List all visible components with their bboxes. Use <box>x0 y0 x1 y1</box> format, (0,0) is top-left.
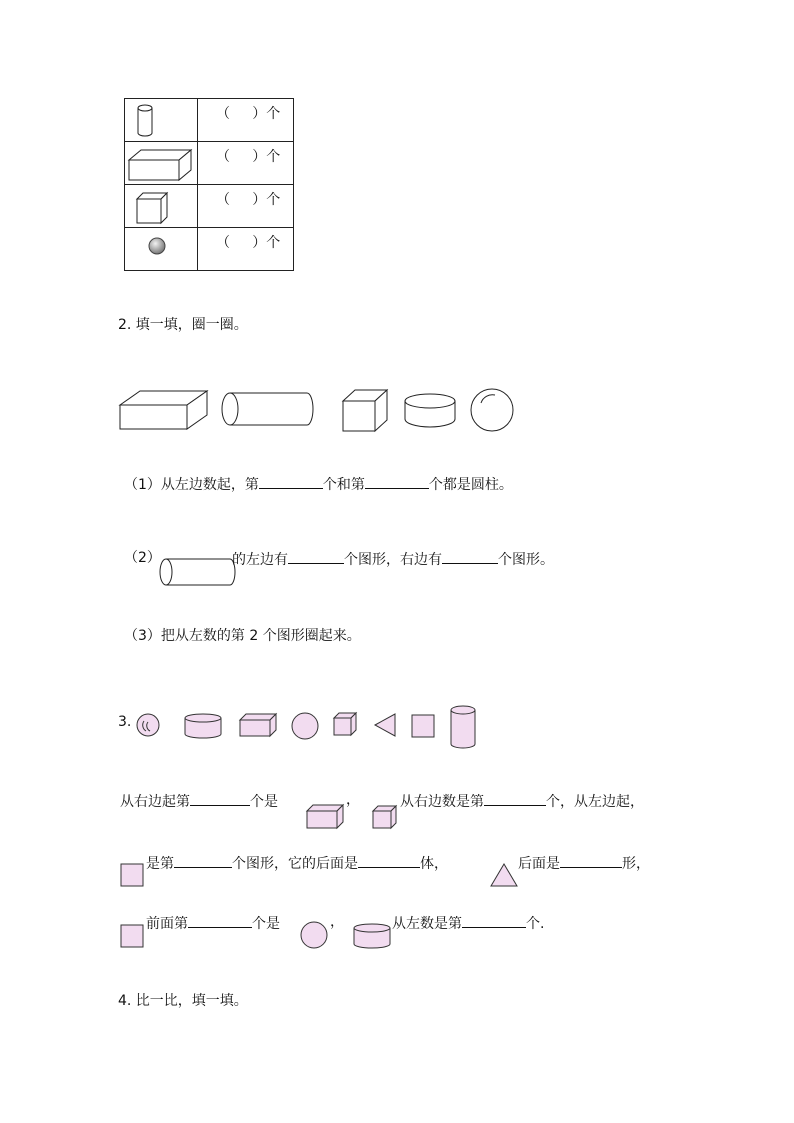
triangle-icon <box>375 714 395 736</box>
question-4-title: 4. 比一比，填一填。 <box>118 993 248 1009</box>
sub-text: 从左边数起，第 <box>160 477 259 493</box>
cylinder-icon <box>185 714 221 738</box>
answer-text: （ ）个 <box>216 192 281 208</box>
sub-text: 个都是圆柱。 <box>428 477 513 493</box>
question-3-number: 3. <box>118 714 132 730</box>
sub-text: 个图形圈起来。 <box>262 628 361 644</box>
answer-blank[interactable] <box>484 791 546 806</box>
sub-text: 个是 <box>252 916 280 932</box>
answer-cell[interactable] <box>198 142 294 185</box>
answer-blank[interactable] <box>288 549 344 564</box>
answer-cell[interactable] <box>198 228 294 271</box>
sub-text: 个是 <box>250 794 278 810</box>
q2-sub2-label: （2） <box>124 550 161 566</box>
answer-blank[interactable] <box>560 853 622 868</box>
answer-blank[interactable] <box>442 549 498 564</box>
cube-icon <box>371 803 399 829</box>
question-2-title: 2. 填一填，圈一圈。 <box>118 317 248 333</box>
sub-text: 个图形，右边有 <box>344 552 442 568</box>
sphere-icon <box>125 228 197 270</box>
answer-text: （ ）个 <box>216 235 281 251</box>
cylinder-icon <box>222 393 313 425</box>
q2-shape-row <box>115 385 535 445</box>
shape-cell <box>125 228 198 271</box>
sub-label: （3） <box>124 628 161 644</box>
sub-text: 从右边起第 <box>120 794 190 810</box>
sub-text: 形， <box>622 856 650 872</box>
answer-cell[interactable] <box>198 99 294 142</box>
answer-blank[interactable] <box>358 853 420 868</box>
shape-count-table <box>124 98 294 271</box>
answer-blank[interactable] <box>190 791 250 806</box>
answer-blank[interactable] <box>462 913 526 928</box>
table-row <box>125 185 294 228</box>
cylinder-icon <box>125 99 197 141</box>
cube-icon <box>334 713 356 735</box>
sub-text: 体， <box>420 856 448 872</box>
cylinder-icon <box>405 394 455 427</box>
sub-text: 个图形，它的后面是 <box>232 856 358 872</box>
cuboid-icon <box>240 714 276 736</box>
table-row <box>125 228 294 271</box>
sub-label: （1） <box>124 477 161 493</box>
square-icon <box>120 924 146 950</box>
answer-blank[interactable] <box>259 474 323 489</box>
answer-text: （ ）个 <box>216 149 281 165</box>
cuboid-icon <box>120 391 207 429</box>
q2-sub3 <box>124 627 361 645</box>
cube-icon <box>343 390 387 431</box>
sub-text: 个. <box>526 916 545 932</box>
table-row <box>125 99 294 142</box>
q3-shape-row <box>130 704 490 754</box>
cylinder-icon <box>451 706 475 748</box>
cylinder-icon <box>158 556 238 588</box>
triangle-icon <box>490 862 520 888</box>
shape-cell <box>125 99 198 142</box>
q3-line1-comma: ， <box>346 792 360 808</box>
q2-sub1 <box>124 474 513 494</box>
cube-icon <box>125 185 197 227</box>
sub-text: 从右边数是第 <box>400 794 484 810</box>
sphere-icon <box>471 389 513 431</box>
sub-text: 后面是 <box>518 856 560 872</box>
q3-line2-b <box>518 853 650 873</box>
shape-cell <box>125 185 198 228</box>
sub-text: 个图形。 <box>498 552 554 568</box>
circle-icon <box>299 920 329 950</box>
answer-blank[interactable] <box>365 474 429 489</box>
table-row <box>125 142 294 185</box>
sub-text: 的左边有 <box>232 552 288 568</box>
circle-icon <box>292 713 318 739</box>
answer-cell[interactable] <box>198 185 294 228</box>
q2-sub2 <box>232 549 554 569</box>
sub-text: 前面第 <box>146 916 188 932</box>
q3-line3-comma: ， <box>330 914 344 930</box>
square-icon <box>120 863 146 889</box>
sub-text: 把从左数的第 <box>160 628 245 644</box>
cuboid-icon <box>125 142 197 184</box>
sub-text: 是第 <box>146 856 174 872</box>
q3-line1-b <box>400 791 644 811</box>
sub-text: 个，从左边起， <box>546 794 644 810</box>
q3-line2-a <box>146 853 448 873</box>
answer-text: （ ）个 <box>216 106 281 122</box>
q3-line3-a <box>146 913 280 933</box>
answer-blank[interactable] <box>174 853 232 868</box>
shape-cell <box>125 142 198 185</box>
answer-blank[interactable] <box>188 913 252 928</box>
q3-line1-a <box>120 791 278 811</box>
sub-number: 2 <box>249 628 259 644</box>
sphere-icon <box>137 714 159 736</box>
square-icon <box>412 715 434 737</box>
cuboid-icon <box>305 803 345 829</box>
q3-line3-b <box>392 913 544 933</box>
sub-text: 从左数是第 <box>392 916 462 932</box>
sub-text: 个和第 <box>322 477 365 493</box>
cylinder-icon <box>352 922 394 950</box>
